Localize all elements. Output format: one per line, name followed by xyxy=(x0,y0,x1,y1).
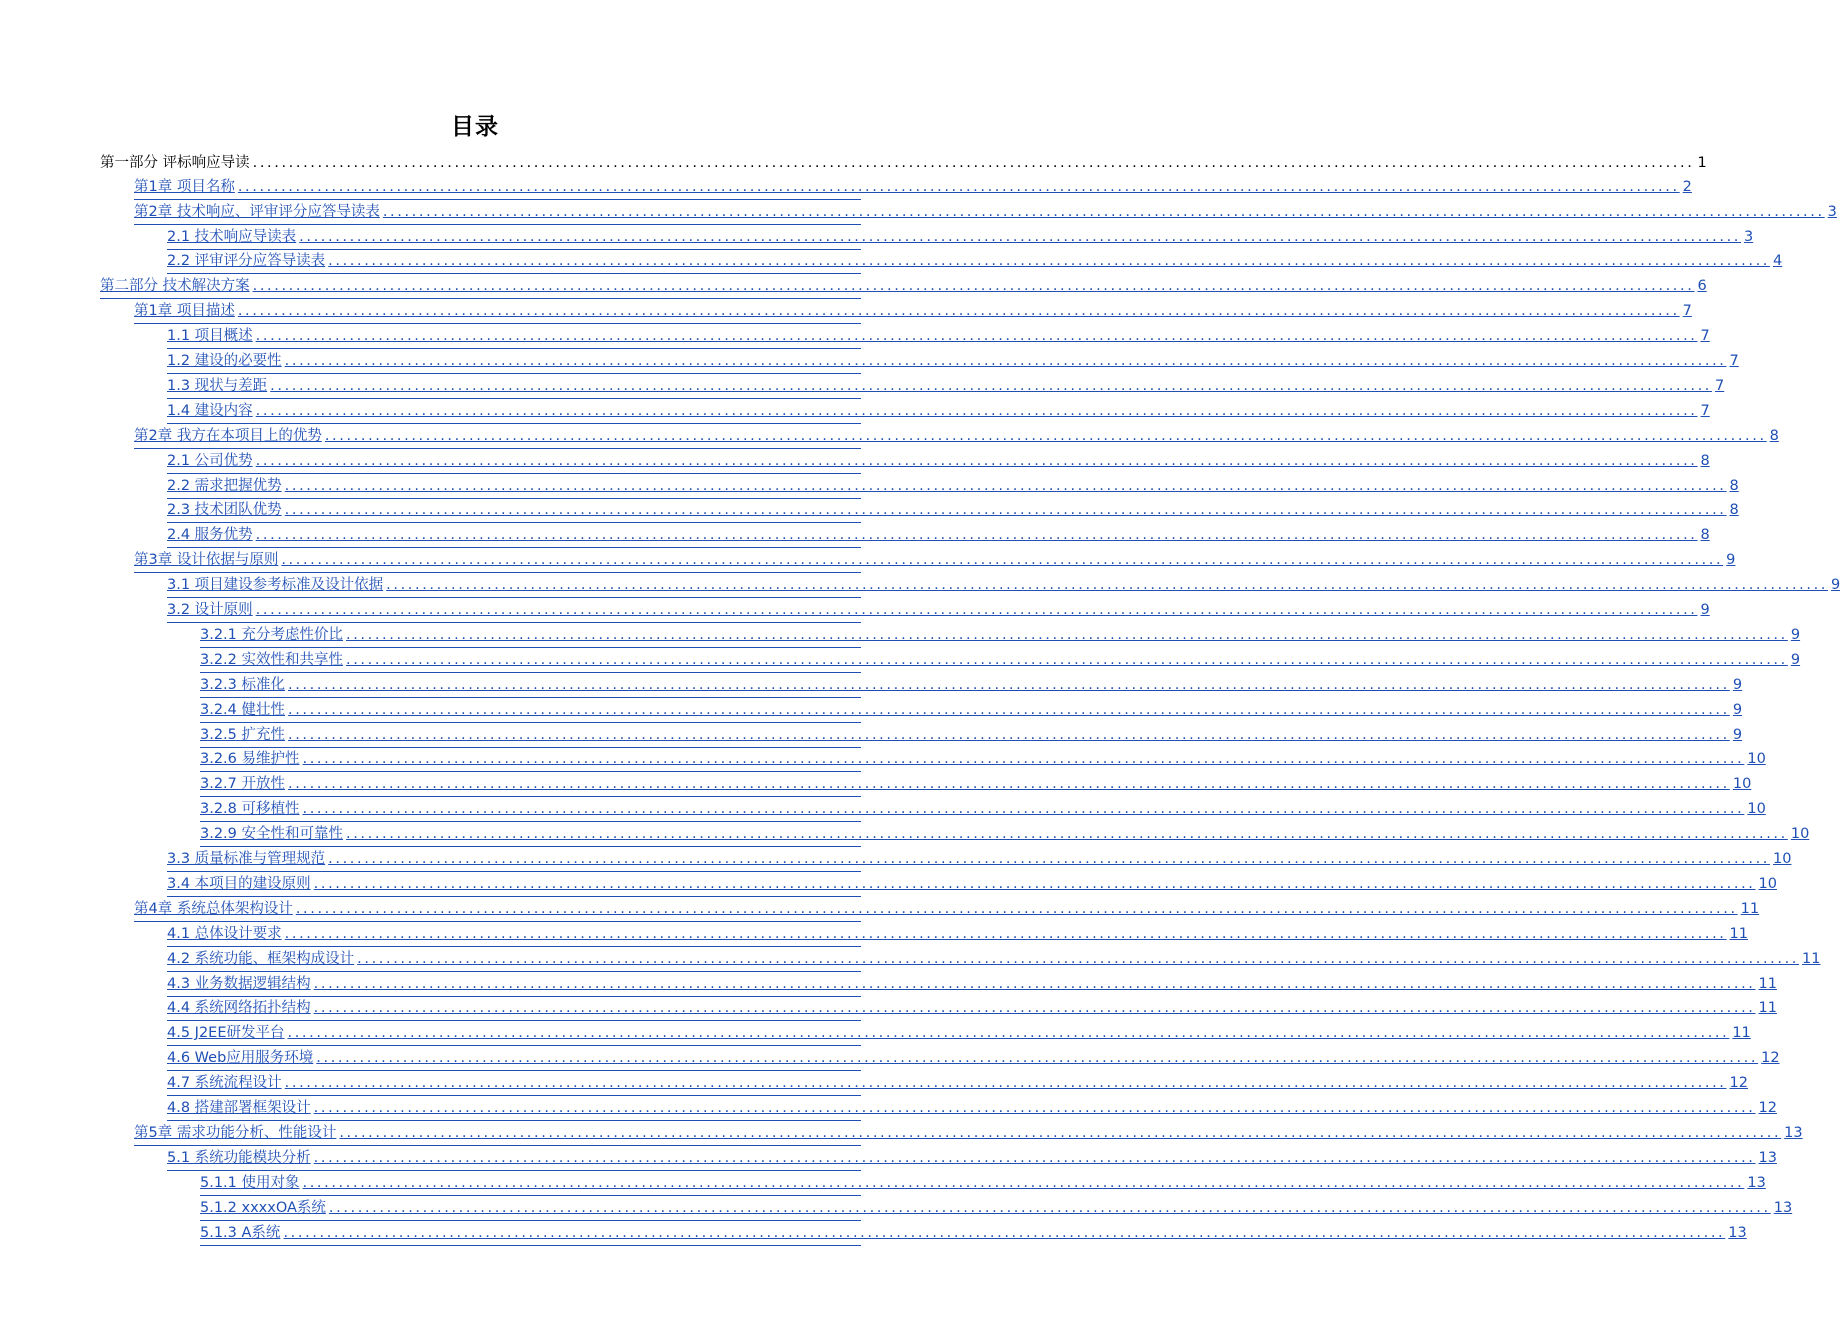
toc-leader-dots: ........................................................................................................................................................................................................ xyxy=(346,626,1788,643)
toc-leader-dots: ........................................................................................................................................................................................................ xyxy=(255,452,1698,469)
toc-leader-dots: ........................................................................................................................................................................................................ xyxy=(313,1100,1756,1117)
toc-page-number: 9 xyxy=(1790,651,1801,668)
toc-page-number: 9 xyxy=(1831,577,1840,594)
toc-leader-dots: ........................................................................................................................................................................................................ xyxy=(270,377,1712,394)
toc-leader-dots: ........................................................................................................................................................................................................ xyxy=(328,1199,1771,1216)
toc-leader-dots: ........................................................................................................................................................................................................ xyxy=(295,900,1738,917)
toc-page-number: 9 xyxy=(1790,626,1801,643)
toc-page-number: 4 xyxy=(1773,253,1783,270)
toc-entry-title: 2.1 技术响应导读表 xyxy=(167,228,297,245)
toc-leader-dots: ........................................................................................................................................................................................................ xyxy=(328,253,1770,270)
toc-page-number: 10 xyxy=(1747,801,1766,818)
toc-entry-title: 5.1.2 xxxxOA系统 xyxy=(200,1199,326,1216)
toc-entry-title: 3.2.6 易维护性 xyxy=(200,751,300,768)
toc-entry-title: 2.3 技术团队优势 xyxy=(167,502,282,519)
toc-page-number: 12 xyxy=(1761,1050,1780,1067)
toc-entry[interactable] xyxy=(200,623,1801,648)
toc-page-number: 9 xyxy=(1732,676,1743,693)
toc-page-number: 3 xyxy=(1827,203,1837,220)
toc-entry-title: 第4章 系统总体架构设计 xyxy=(134,900,293,917)
toc-page-number: 10 xyxy=(1773,851,1792,868)
toc-page-number: 7 xyxy=(1700,328,1710,345)
toc-leader-dots: ........................................................................................................................................................................................................ xyxy=(255,402,1698,419)
toc-page-number: 8 xyxy=(1700,527,1710,544)
toc-entry[interactable] xyxy=(134,424,1779,449)
toc-entry-title: 第3章 设计依据与原则 xyxy=(134,552,279,569)
toc-leader-dots: ........................................................................................................................................................................................................ xyxy=(313,1149,1756,1166)
toc-leader-dots: ........................................................................................................................................................................................................ xyxy=(313,875,1756,892)
toc-entry-title: 3.2.8 可移植性 xyxy=(200,801,300,818)
toc-entry[interactable] xyxy=(134,897,1760,922)
toc-page-number: 7 xyxy=(1700,402,1710,419)
toc-page-number: 12 xyxy=(1758,1100,1777,1117)
toc-leader-dots: ........................................................................................................................................................................................................ xyxy=(284,1075,1727,1092)
toc-entry-title: 第1章 项目名称 xyxy=(134,178,235,195)
toc-page-number: 11 xyxy=(1802,950,1821,967)
toc-entry[interactable] xyxy=(200,698,1743,723)
toc-entry[interactable] xyxy=(167,598,1710,623)
toc-entry-title: 第一部分 评标响应导读 xyxy=(100,154,250,171)
toc-leader-dots: ........................................................................................................................................................................................................ xyxy=(284,502,1727,519)
toc-entry-title: 第1章 项目描述 xyxy=(134,303,235,320)
toc-leader-dots: ........................................................................................................................................................................................................ xyxy=(255,527,1698,544)
toc-leader-dots: ........................................................................................................................................................................................................ xyxy=(255,602,1698,619)
toc-entry[interactable] xyxy=(134,1121,1803,1146)
toc-entry-title: 5.1.1 使用对象 xyxy=(200,1174,300,1191)
toc-entry[interactable] xyxy=(200,1171,1766,1196)
toc-leader-dots: ........................................................................................................................................................................................................ xyxy=(357,950,1799,967)
toc-leader-dots: ........................................................................................................................................................................................................ xyxy=(287,1025,1730,1042)
toc-entry-title: 第2章 技术响应、评审评分应答导读表 xyxy=(134,203,380,220)
toc-leader-dots: ........................................................................................................................................................................................................ xyxy=(324,427,1767,444)
toc-leader-dots: ........................................................................................................................................................................................................ xyxy=(346,651,1788,668)
toc-leader-dots: ........................................................................................................................................................................................................ xyxy=(299,228,1741,245)
toc-entry-title: 3.2.5 扩充性 xyxy=(200,726,286,743)
toc-entry[interactable] xyxy=(200,773,1752,798)
toc-entry-title: 4.5 J2EE研发平台 xyxy=(167,1025,285,1042)
toc-entry-title: 3.1 项目建设参考标准及设计依据 xyxy=(167,577,384,594)
toc-entry[interactable] xyxy=(134,548,1736,573)
toc-page-number: 9 xyxy=(1732,701,1743,718)
toc-entry-title: 3.2.2 实效性和共享性 xyxy=(200,651,344,668)
toc-entry[interactable] xyxy=(167,1046,1780,1071)
toc-entry-title: 3.2.1 充分考虑性价比 xyxy=(200,626,344,643)
toc-page-number: 7 xyxy=(1682,303,1692,320)
toc-entry-title: 4.2 系统功能、框架构成设计 xyxy=(167,950,355,967)
toc-entry[interactable] xyxy=(200,1196,1793,1221)
toc-entry-title: 1.2 建设的必要性 xyxy=(167,353,282,370)
toc-leader-dots: ........................................................................................................................................................................................................ xyxy=(328,851,1770,868)
toc-entry[interactable] xyxy=(167,399,1710,424)
toc-entry[interactable] xyxy=(167,499,1739,524)
toc-leader-dots: ........................................................................................................................................................................................................ xyxy=(302,801,1745,818)
toc-entry-title: 2.2 需求把握优势 xyxy=(167,477,282,494)
toc-leader-dots: ........................................................................................................................................................................................................ xyxy=(284,353,1727,370)
toc-entry-title: 1.3 现状与差距 xyxy=(167,377,268,394)
toc-entry[interactable] xyxy=(167,524,1710,549)
toc-entry-title: 3.2 设计原则 xyxy=(167,602,253,619)
toc-entry xyxy=(100,150,1707,175)
toc-entry[interactable] xyxy=(167,449,1710,474)
toc-entry-title: 1.1 项目概述 xyxy=(167,328,253,345)
toc-page-number: 10 xyxy=(1758,875,1777,892)
toc-entry-title: 4.6 Web应用服务环境 xyxy=(167,1050,314,1067)
toc-entry[interactable] xyxy=(167,1096,1777,1121)
toc-page-number: 9 xyxy=(1732,726,1743,743)
toc-entry[interactable] xyxy=(200,1221,1747,1246)
toc-entry-title: 4.8 搭建部署框架设计 xyxy=(167,1100,311,1117)
toc-entry-title: 3.2.3 标准化 xyxy=(200,676,286,693)
toc-page-number: 12 xyxy=(1729,1075,1748,1092)
toc-entry[interactable] xyxy=(167,1146,1777,1171)
toc-entry-title: 3.4 本项目的建设原则 xyxy=(167,875,311,892)
toc-page-number: 8 xyxy=(1700,452,1710,469)
toc-entry-title: 2.1 公司优势 xyxy=(167,452,253,469)
toc-entry[interactable] xyxy=(200,673,1743,698)
toc-page-number: 6 xyxy=(1697,278,1707,295)
toc-entry[interactable] xyxy=(167,947,1821,972)
page-title: 目录 xyxy=(451,114,499,140)
toc-entry-title: 第2章 我方在本项目上的优势 xyxy=(134,427,322,444)
toc-entry[interactable] xyxy=(167,573,1840,598)
toc-leader-dots: ........................................................................................................................................................................................................ xyxy=(313,975,1756,992)
toc-leader-dots: ........................................................................................................................................................................................................ xyxy=(339,1124,1782,1141)
toc-leader-dots: ........................................................................................................................................................................................................ xyxy=(237,303,1680,320)
toc-leader-dots: ........................................................................................................................................................................................................ xyxy=(284,925,1727,942)
toc-entry[interactable] xyxy=(200,748,1766,773)
toc-page-number: 11 xyxy=(1732,1025,1751,1042)
toc-entry-title: 5.1.3 A系统 xyxy=(200,1224,281,1241)
toc-page-number: 8 xyxy=(1729,502,1739,519)
toc-leader-dots: ........................................................................................................................................................................................................ xyxy=(255,328,1698,345)
toc-entry[interactable] xyxy=(167,997,1777,1022)
toc-leader-dots: ........................................................................................................................................................................................................ xyxy=(288,776,1730,793)
toc-entry[interactable] xyxy=(167,872,1777,897)
toc-page-number: 13 xyxy=(1747,1174,1766,1191)
toc-entry[interactable] xyxy=(200,822,1810,847)
toc-entry[interactable] xyxy=(167,474,1739,499)
toc-entry-title: 2.2 评审评分应答导读表 xyxy=(167,253,326,270)
toc-entry[interactable] xyxy=(167,374,1725,399)
toc-leader-dots: ........................................................................................................................................................................................................ xyxy=(316,1050,1759,1067)
toc-page-number: 11 xyxy=(1740,900,1760,917)
toc-entry-title: 2.4 服务优势 xyxy=(167,527,253,544)
toc-leader-dots: ........................................................................................................................................................................................................ xyxy=(382,203,1825,220)
toc-leader-dots: ........................................................................................................................................................................................................ xyxy=(302,1174,1745,1191)
toc-leader-dots: ........................................................................................................................................................................................................ xyxy=(288,726,1730,743)
toc-entry[interactable] xyxy=(200,797,1766,822)
toc-entry-title: 4.7 系统流程设计 xyxy=(167,1075,282,1092)
toc-page-number: 13 xyxy=(1784,1124,1803,1141)
toc-entry-title: 第5章 需求功能分析、性能设计 xyxy=(134,1124,337,1141)
toc-leader-dots: ........................................................................................................................................................................................................ xyxy=(302,751,1745,768)
toc-entry[interactable] xyxy=(167,225,1754,250)
toc-leader-dots: ........................................................................................................................................................................................................ xyxy=(252,278,1695,295)
toc-entry[interactable] xyxy=(167,250,1783,275)
toc-entry-title: 4.1 总体设计要求 xyxy=(167,925,282,942)
toc-entry[interactable] xyxy=(167,349,1739,374)
toc-leader-dots: ........................................................................................................................................................................................................ xyxy=(288,676,1730,693)
toc-entry-title: 第二部分 技术解决方案 xyxy=(100,278,250,295)
toc-entry-title: 3.3 质量标准与管理规范 xyxy=(167,851,326,868)
toc-entry[interactable] xyxy=(167,922,1748,947)
toc-entry[interactable] xyxy=(134,175,1692,200)
toc-entry-title: 4.3 业务数据逻辑结构 xyxy=(167,975,311,992)
toc-leader-dots: ........................................................................................................................................................................................................ xyxy=(284,477,1727,494)
toc-entry[interactable] xyxy=(100,275,1707,300)
toc-page-number: 11 xyxy=(1729,925,1748,942)
toc-page-number: 10 xyxy=(1790,826,1810,843)
toc-leader-dots: ........................................................................................................................................................................................................ xyxy=(252,154,1695,171)
toc-entry[interactable] xyxy=(167,1022,1751,1047)
toc-page-number: 11 xyxy=(1758,975,1777,992)
toc-page-number: 8 xyxy=(1729,477,1739,494)
toc-page-number: 8 xyxy=(1769,427,1779,444)
toc-page-number: 10 xyxy=(1747,751,1766,768)
toc-page-number: 11 xyxy=(1758,1000,1777,1017)
toc-leader-dots: ........................................................................................................................................................................................................ xyxy=(346,826,1788,843)
toc-page-number: 13 xyxy=(1758,1149,1777,1166)
toc-leader-dots: ........................................................................................................................................................................................................ xyxy=(237,178,1680,195)
toc-entry[interactable] xyxy=(167,1071,1748,1096)
toc-leader-dots: ........................................................................................................................................................................................................ xyxy=(386,577,1828,594)
toc-page-number: 7 xyxy=(1729,353,1739,370)
toc-page-number: 10 xyxy=(1732,776,1752,793)
toc-page-number: 7 xyxy=(1715,377,1725,394)
toc-entry[interactable] xyxy=(167,847,1792,872)
toc-entry[interactable] xyxy=(167,972,1777,997)
toc-page-number: 13 xyxy=(1728,1224,1747,1241)
toc-leader-dots: ........................................................................................................................................................................................................ xyxy=(288,701,1730,718)
toc-entry[interactable] xyxy=(200,723,1743,748)
toc-entry-title: 3.2.4 健壮性 xyxy=(200,701,286,718)
toc-entry-title: 4.4 系统网络拓扑结构 xyxy=(167,1000,311,1017)
toc-entry-title: 5.1 系统功能模块分析 xyxy=(167,1149,311,1166)
toc-leader-dots: ........................................................................................................................................................................................................ xyxy=(281,552,1724,569)
toc-entry-title: 1.4 建设内容 xyxy=(167,402,253,419)
toc-entry[interactable] xyxy=(134,200,1837,225)
toc-page-number: 13 xyxy=(1773,1199,1793,1216)
toc-page-number: 1 xyxy=(1697,154,1707,171)
toc-page-number: 3 xyxy=(1744,228,1754,245)
toc-page-number: 9 xyxy=(1726,552,1736,569)
toc-page-number: 2 xyxy=(1682,178,1692,195)
toc-entry[interactable] xyxy=(167,324,1710,349)
toc-entry-title: 3.2.9 安全性和可靠性 xyxy=(200,826,344,843)
toc-entry[interactable] xyxy=(200,648,1801,673)
toc-entry[interactable] xyxy=(134,299,1692,324)
toc-leader-dots: ........................................................................................................................................................................................................ xyxy=(313,1000,1756,1017)
toc-entry-title: 3.2.7 开放性 xyxy=(200,776,286,793)
toc-page-number: 9 xyxy=(1700,602,1710,619)
toc-leader-dots: ........................................................................................................................................................................................................ xyxy=(283,1224,1726,1241)
